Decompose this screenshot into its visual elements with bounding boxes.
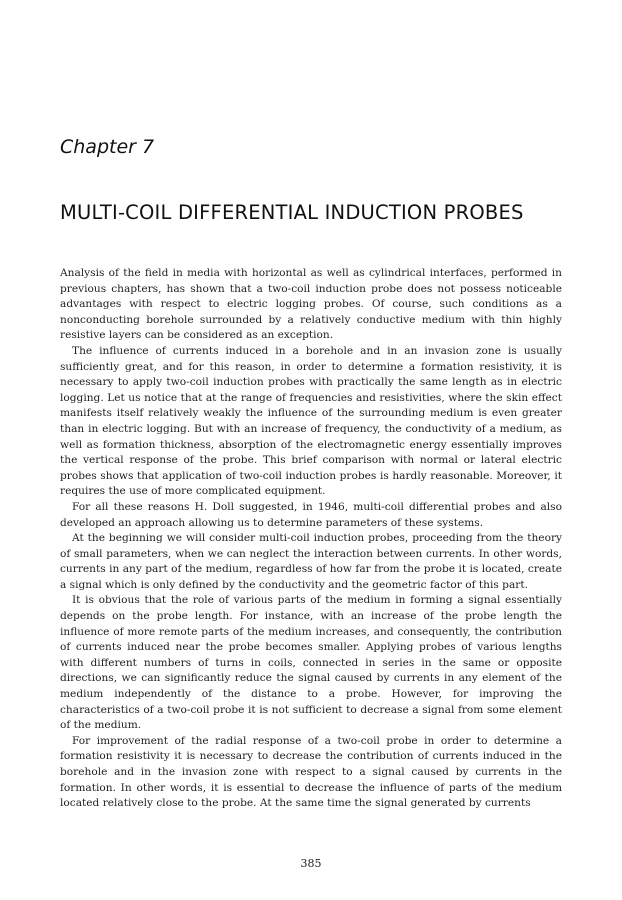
page-number: 385 (300, 857, 322, 870)
paragraph-2: The influence of currents induced in a borehole and in an invasion zone is usually sufficiently great, and for this reason, in order to determine a formation resistivity, it is necessary to apply two-coil induction probes with practically the same length as in electric logging. Let us notice that at the range of frequencies and resistivities, where the skin effect manifests itself relatively weakly the influence of the surrounding medium is even greater than in electric logging. But with an increase of frequency, the conductivity of a medium, as well as formation thickness, absorption of the electromagnetic energy essentially improves the vertical response of the probe. This brief comparison with normal or lateral electric probes shows that application of two-coil induction probes is hardly reasonable. Moreover, it requires the use of more complicated equipment. (60, 344, 562, 498)
paragraph-5: It is obvious that the role of various parts of the medium in forming a signal essentially depends on the probe length. For instance, with an increase of the probe length the influence of more remote parts of the medium increases, and consequently, the contribution of currents induced near the probe becomes smaller. Applying probes of various lengths with different numbers of turns in coils, connected in series in the same or opposite directions, we can significantly reduce the signal caused by currents in any element of the medium independently of the distance to a probe. However, for improving the characteristics of a two-coil probe it is not sufficient to decrease a signal from some element of the medium. (60, 594, 562, 732)
paragraph-1: Analysis of the field in media with horizontal as well as cylindrical interfaces, performed in previous chapters, has shown that a two-coil induction probe does not possess noticeable advantages with respect to electric logging probes. Of course, such conditions as a nonconducting borehole surrounded by a relatively conductive medium with thin highly resistive layers can be considered as an exception. (60, 267, 562, 342)
paragraph-6: For improvement of the radial response of a two-coil probe in order to determine a formation resistivity it is necessary to decrease the contribution of currents induced in the borehole and in the invasion zone with respect to a signal caused by currents in the formation. In other words, it is essential to decrease the influence of parts of the medium located relatively close to the probe. At the same time the signal generated by currents (60, 734, 562, 810)
chapter-label: Chapter 7 (60, 136, 155, 158)
paragraph-3: For all these reasons H. Doll suggested, in 1946, multi-coil differential probes and also developed an approach allowing us to determine parameters of these systems. (60, 500, 562, 529)
body-text (60, 266, 562, 812)
paragraph-4: At the beginning we will consider multi-coil induction probes, proceeding from the theory of small parameters, when we can neglect the interaction between currents. In other words, currents in any part of the medium, regardless of how far from the probe it is located, create a signal which is only defined by the conductivity and the geometric factor of this part. (60, 532, 562, 591)
chapter-title: MULTI-COIL DIFFERENTIAL INDUCTION PROBES (60, 201, 524, 224)
